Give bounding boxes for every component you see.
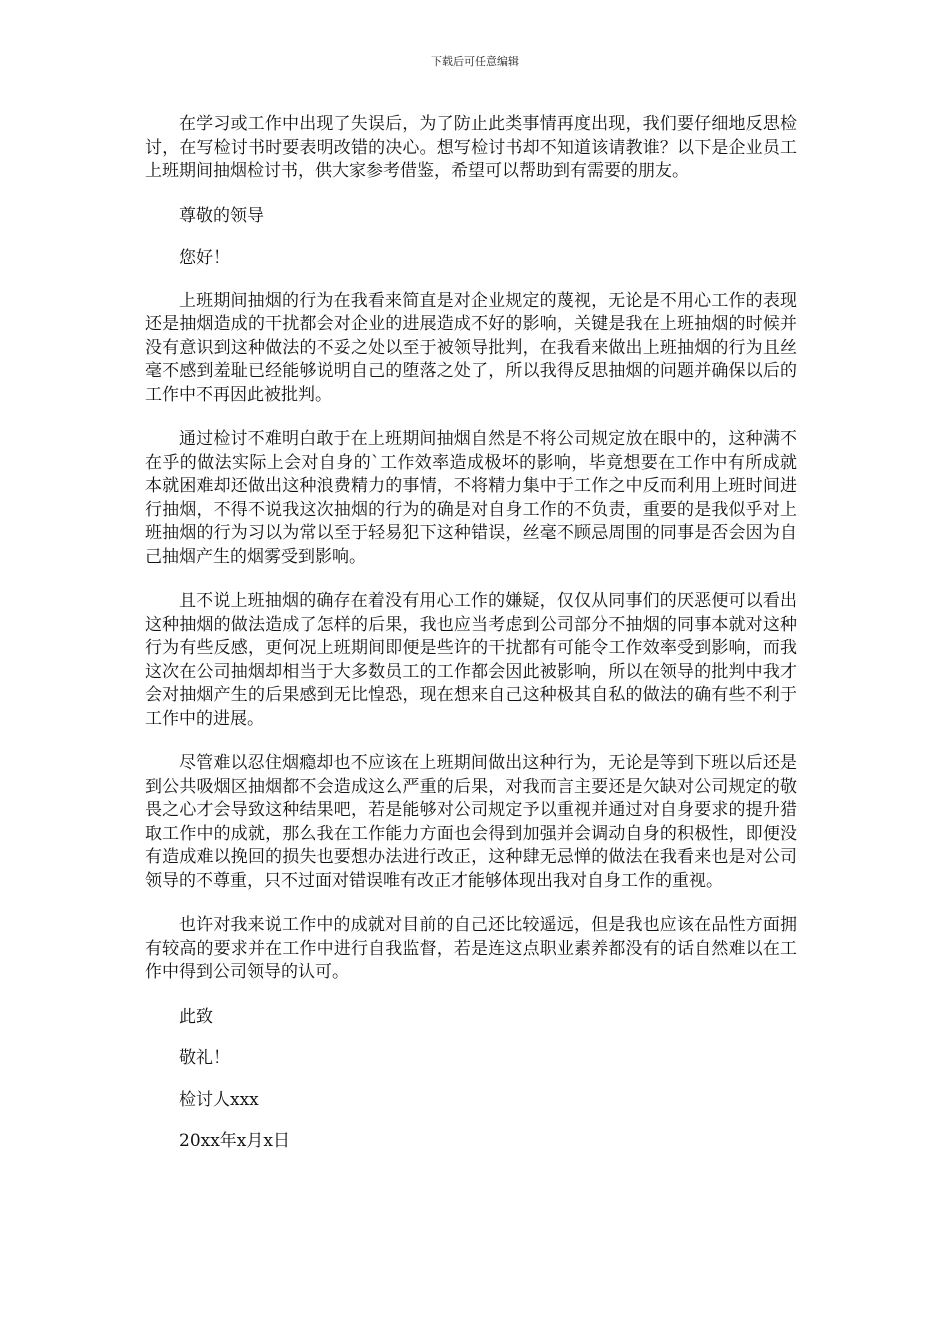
body-paragraph-3: 且不说上班抽烟的确存在着没有用心工作的嫌疑，仅仅从同事们的厌恶便可以看出这种抽烟的做法造成了怎样的后果，我也应当考虑到公司部分不抽烟的同事本就对这种行为有些反感，更何况上班期间即便是些许的干扰都有可能令工作效率受到影响，而我这次在公司抽烟却相当于大多数员工的工作都会因此被影响，所以在领导的批判中我才会对抽烟产生的后果感到无比惶恐，现在想来自己这种极其自私的做法的确有些不利于工作中的进展。 xyxy=(145,591,797,729)
closing-phrase: 此致 xyxy=(179,1006,213,1027)
intro-paragraph: 在学习或工作中出现了失误后，为了防止此类事情再度出现，我们要仔细地反思检讨，在写检讨书时要表明改错的决心。想写检讨书却不知道该请教谁？以下是企业员工上班期间抽烟检讨书，供大家参考借鉴，希望可以帮助到有需要的朋友。 xyxy=(145,114,797,181)
document-body xyxy=(145,113,797,1172)
body-paragraph-5: 也许对我来说工作中的成就对目前的自己还比较遥远，但是我也应该在品性方面拥有较高的要求并在工作中进行自我监督，若是连这点职业素养都没有的话自然难以在工作中得到公司领导的认可。 xyxy=(145,915,797,982)
salutation: 尊敬的领导 xyxy=(179,205,264,226)
body-paragraph-4: 尽管难以忍住烟瘾却也不应该在上班期间做出这种行为，无论是等到下班以后还是到公共吸烟区抽烟都不会造成这么严重的后果，对我而言主要还是欠缺对公司规定的敬畏之心才会导致这种结果吧，若是能够对公司规定予以重视并通过对自身要求的提升猎取工作中的成就，那么我在工作能力方面也会得到加强并会调动自身的积极性，即便没有造成难以挽回的损失也要想办法进行改正，这种肆无忌惮的做法在我看来也是对公司领导的不尊重，只不过面对错误唯有改正才能够体现出我对自身工作的重视。 xyxy=(145,753,797,891)
closing-salute: 敬礼！ xyxy=(179,1048,230,1068)
greeting: 您好！ xyxy=(179,248,230,268)
date-line: 20xx年x月x日 xyxy=(179,1131,290,1151)
page-header: 下载后可任意编辑 xyxy=(431,55,519,68)
body-paragraph-2: 通过检讨不难明白敢于在上班期间抽烟自然是不将公司规定放在眼中的，这种满不在乎的做法实际上会对自身的`工作效率造成极坏的影响，毕竟想要在工作中有所成就本就困难却还做出这种浪费精力的事情，不将精力集中于工作之中反而利用上班时间进行抽烟，不得不说我这次抽烟的行为的确是对自身工作的不负责，重要的是我似乎对上班抽烟的行为习以为常以至于轻易犯下这种错误，丝毫不顾忌周围的同事是否会因为自己抽烟产生的烟雾受到影响。 xyxy=(145,429,797,567)
body-paragraph-1: 上班期间抽烟的行为在我看来简直是对企业规定的蔑视，无论是不用心工作的表现还是抽烟造成的干扰都会对企业的进展造成不好的影响，关键是我在上班抽烟的时候并没有意识到这种做法的不妥之处以至于被领导批判，在我看来做出上班抽烟的行为且丝毫不感到羞耻已经能够说明自己的堕落之处了，所以我得反思抽烟的问题并确保以后的工作中不再因此被批判。 xyxy=(145,290,797,405)
signature: 检讨人xxx xyxy=(179,1089,259,1110)
